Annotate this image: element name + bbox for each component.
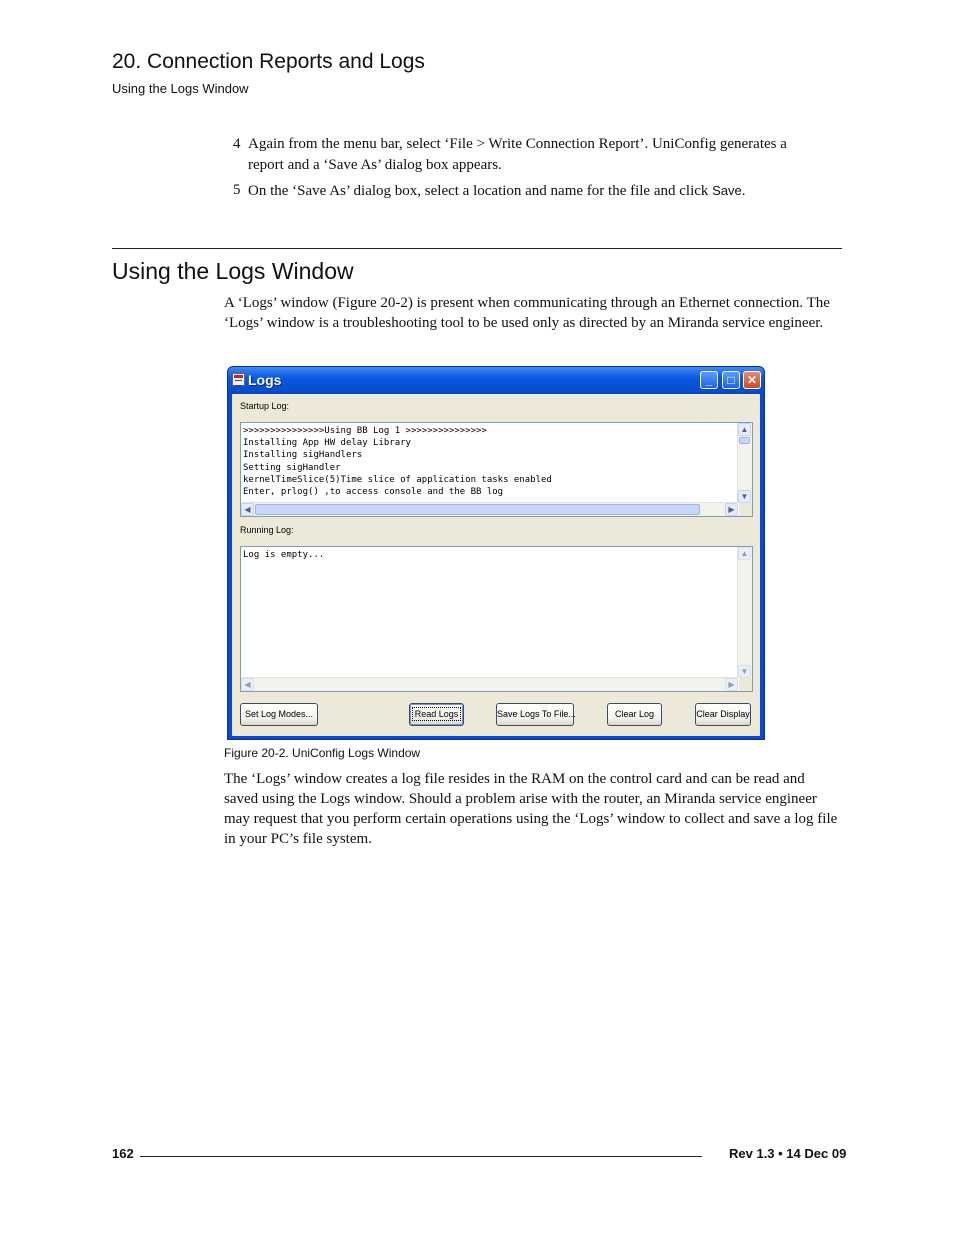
running-log-box[interactable] [240, 546, 753, 692]
startup-log-label: Startup Log: [240, 401, 290, 411]
window-client-area [232, 394, 760, 736]
window-titlebar[interactable] [228, 367, 764, 394]
step-text-after: . [741, 183, 746, 199]
read-logs-label: Read Logs [414, 709, 459, 719]
revision-label: Rev 1.3 • 14 Dec 09 [729, 1146, 847, 1161]
window-title: Logs [248, 372, 282, 388]
app-icon[interactable] [232, 373, 245, 386]
step-text [233, 180, 823, 202]
read-logs-button[interactable] [409, 703, 464, 726]
save-button-reference: Save [712, 183, 742, 198]
logs-window [227, 366, 765, 740]
startup-log-box[interactable] [240, 422, 753, 517]
step-4 [233, 134, 823, 176]
step-text: Again from the menu bar, select ‘File > Write Connection Report’. UniConfig generates a report and a ‘Save As’ dialog box appears. [248, 136, 787, 173]
scroll-right-icon[interactable]: ▶ [725, 678, 738, 691]
intro-paragraph: A ‘Logs’ window (Figure 20-2) is present when communicating through an Ethernet connection. The ‘Logs’ window is a troubleshooting tool to be used only as directed by an Miranda service engineer. [224, 295, 830, 331]
scroll-down-icon[interactable]: ▼ [738, 490, 751, 503]
footer-rule [140, 1156, 702, 1157]
step-5 [233, 180, 823, 202]
log-line: Installing App HW delay Library [243, 438, 411, 449]
section-divider [112, 248, 842, 249]
close-button[interactable]: ✕ [743, 371, 761, 389]
step-number: 4 [233, 136, 241, 152]
scroll-corner [739, 503, 752, 516]
scroll-up-icon[interactable]: ▲ [738, 547, 751, 560]
page-number: 162 [112, 1146, 134, 1161]
minimize-button[interactable]: _ [700, 371, 718, 389]
step-text-before: On the ‘Save As’ dialog box, select a location and name for the file and click [248, 183, 713, 199]
maximize-button[interactable]: □ [722, 371, 740, 389]
figure-caption: Figure 20-2. UniConfig Logs Window [224, 746, 421, 760]
running-log-label: Running Log: [240, 525, 294, 535]
scroll-left-icon[interactable]: ◀ [241, 503, 254, 516]
scroll-down-icon[interactable]: ▼ [738, 665, 751, 678]
section-heading: Using the Logs Window [112, 258, 354, 284]
startup-log-hscrollbar[interactable] [241, 502, 738, 516]
scroll-corner [739, 678, 752, 691]
clear-display-button[interactable]: Clear Display [695, 703, 751, 726]
scroll-up-icon[interactable]: ▲ [738, 423, 751, 436]
scroll-thumb[interactable] [255, 504, 700, 515]
log-line: Installing sigHandlers [243, 450, 363, 461]
running-log-vscrollbar[interactable] [737, 547, 752, 678]
log-line: kernelTimeSlice(5)Time slice of application tasks enabled [243, 474, 552, 485]
log-line: >>>>>>>>>>>>>>>Using BB Log 1 >>>>>>>>>>>>>>> [243, 426, 487, 436]
log-line: Setting sigHandler [243, 462, 341, 473]
log-line: Enter, prlog() ,to access console and the BB log [243, 487, 504, 498]
chapter-subtitle: Using the Logs Window [112, 81, 249, 96]
scroll-right-icon[interactable]: ▶ [725, 503, 738, 516]
scroll-left-icon[interactable]: ◀ [241, 678, 254, 691]
running-log-lines [243, 549, 324, 561]
chapter-title: 20. Connection Reports and Logs [112, 50, 425, 73]
set-log-modes-button[interactable]: Set Log Modes... [240, 703, 318, 726]
log-line: Log is empty... [243, 550, 325, 560]
clear-log-button[interactable]: Clear Log [607, 703, 662, 726]
startup-log-vscrollbar[interactable] [737, 423, 752, 503]
running-log-hscrollbar[interactable] [241, 677, 738, 691]
startup-log-lines [243, 425, 552, 498]
body-paragraph: The ‘Logs’ window creates a log file resides in the RAM on the control card and can be read and saved using the Logs window. Should a problem arise with the router, an Miranda service engineer may request that you perform certain operations using the ‘Logs’ window to collect and save a log file in your PC’s file system. [224, 771, 838, 847]
save-logs-to-file-button[interactable]: Save Logs To File... [496, 703, 574, 726]
step-number: 5 [233, 182, 241, 198]
scroll-thumb[interactable] [739, 437, 750, 444]
